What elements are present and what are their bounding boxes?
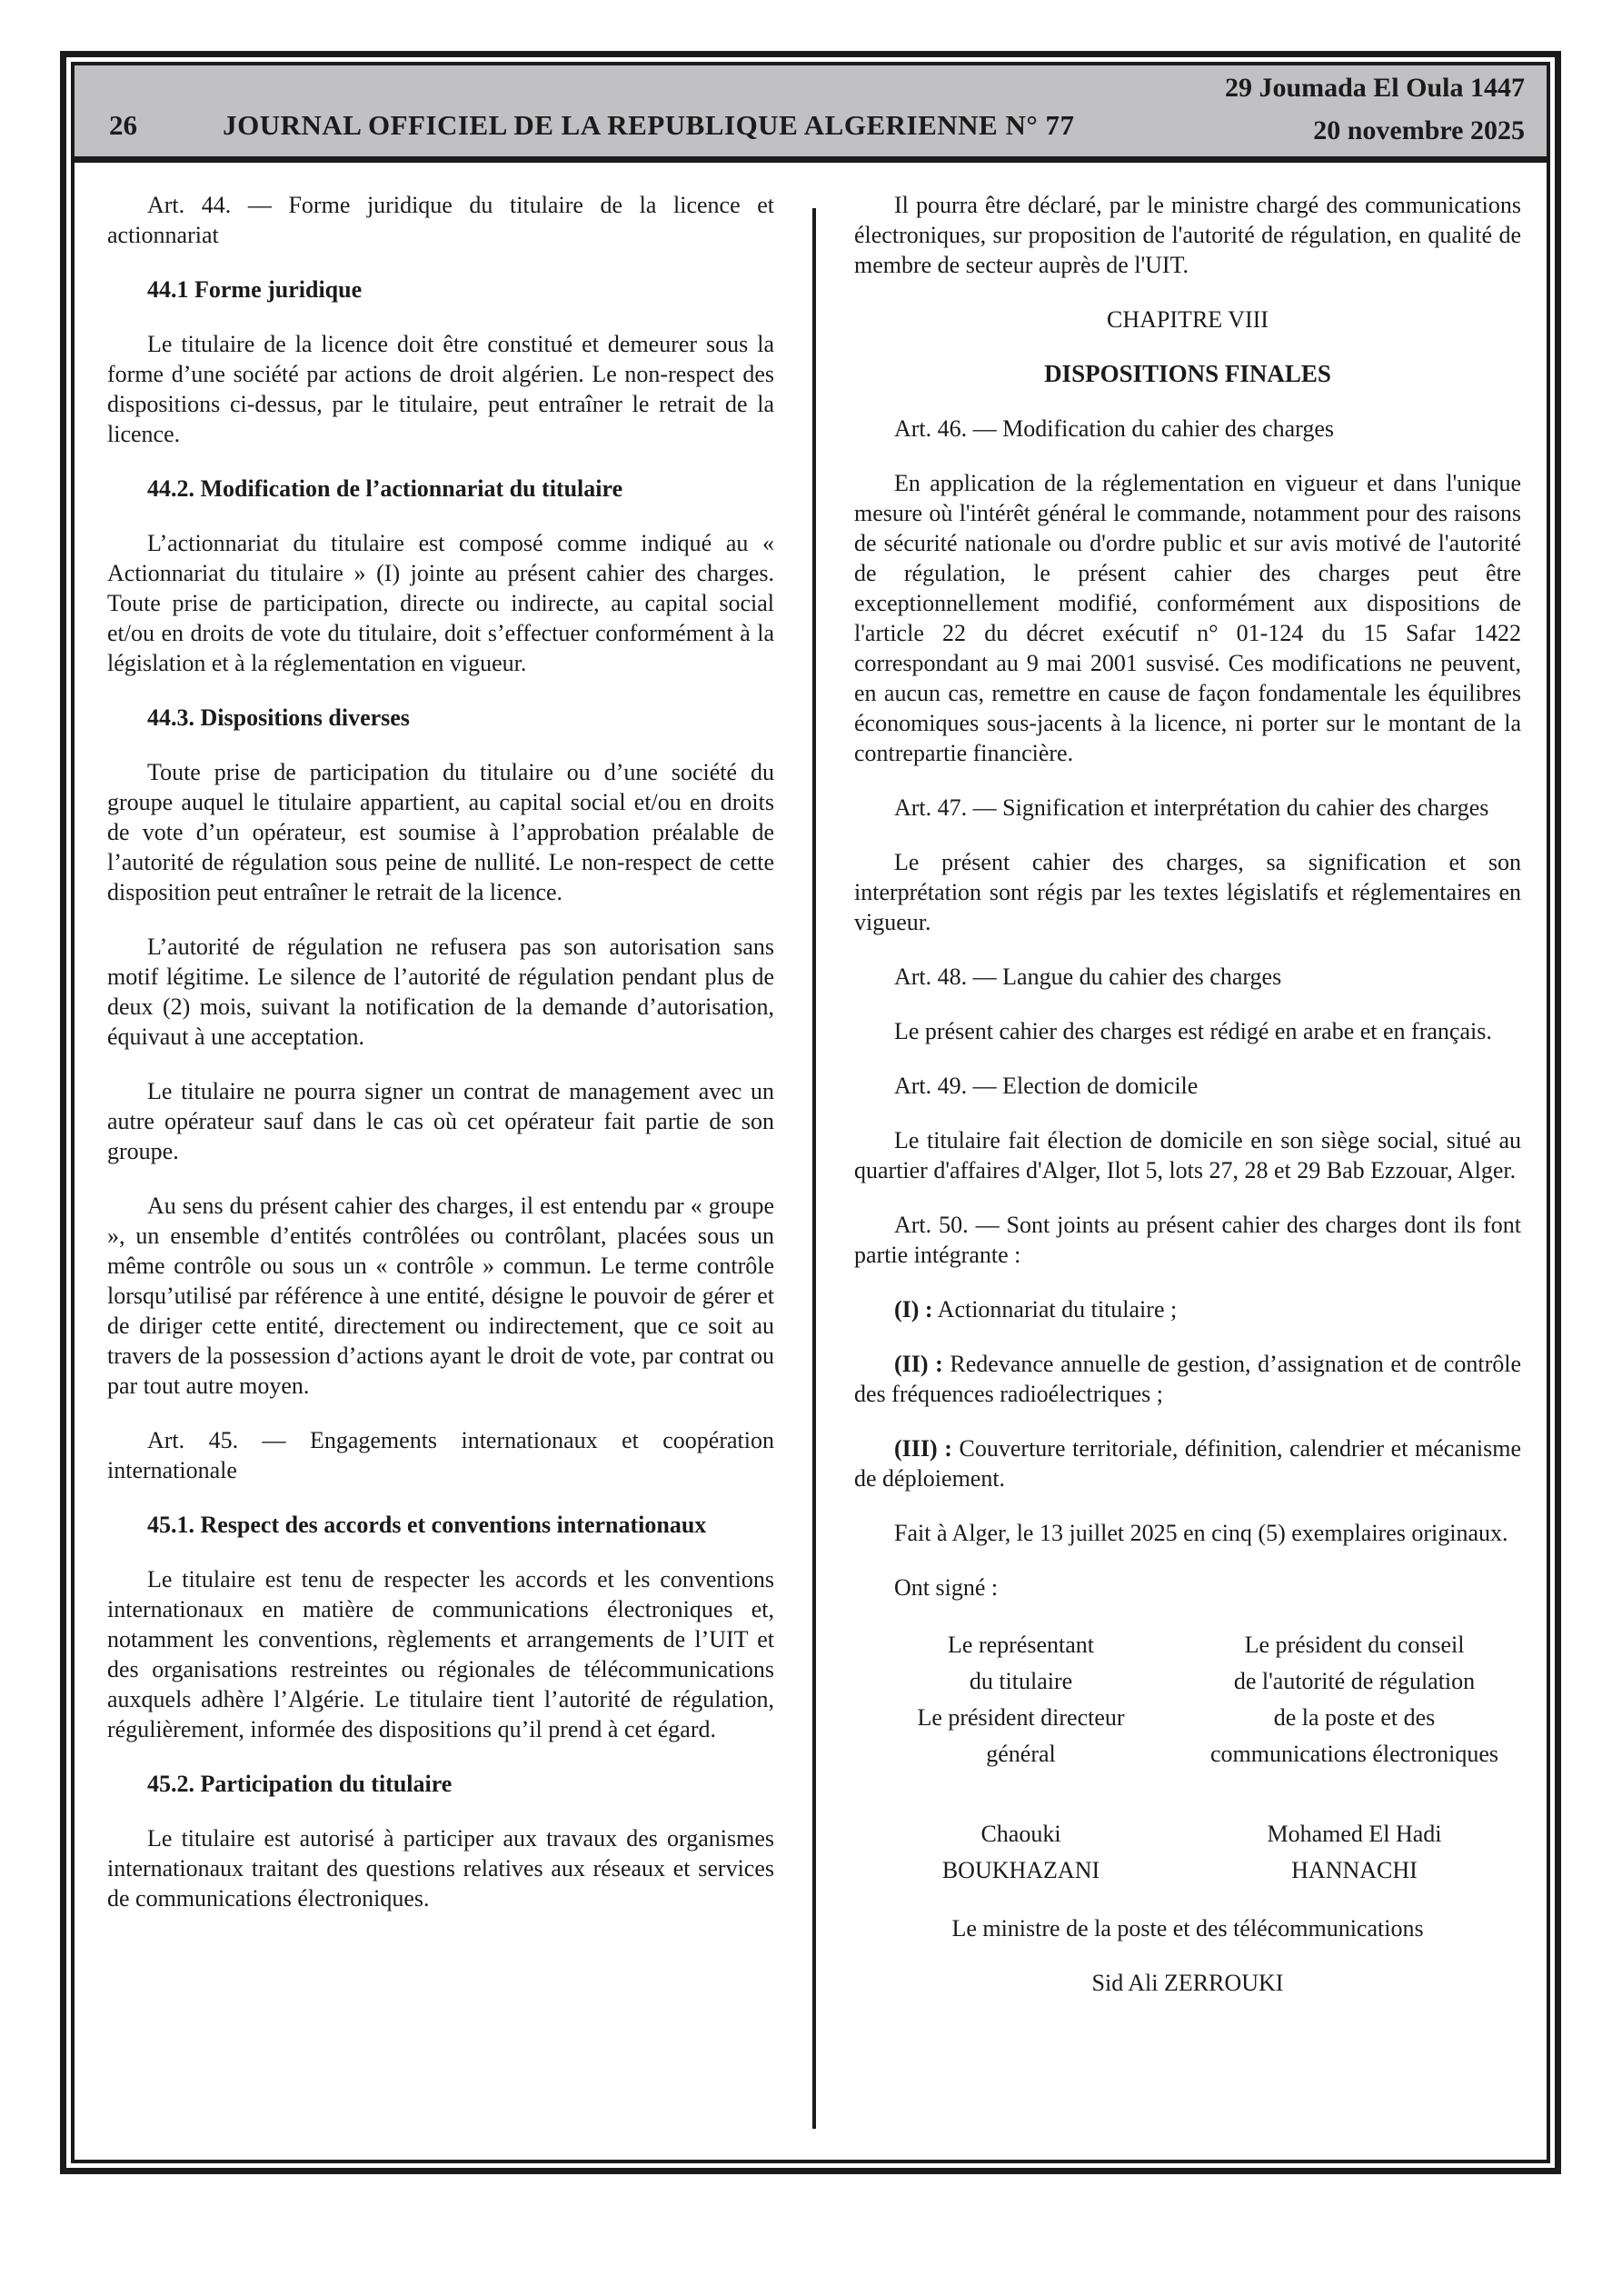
heading-44-1: 44.1 Forme juridique: [147, 276, 363, 303]
signature-left: [854, 1627, 1188, 1889]
signature-right-role-line: de l'autorité de régulation: [1233, 1668, 1476, 1694]
article-47-intro: Art. 47. — Signification et interprétation du cahier des charges: [894, 794, 1489, 821]
annex-item-2: [854, 1349, 1521, 1409]
date-hijri: 29 Joumada El Oula 1447: [1224, 73, 1525, 103]
para-ont-signe: Ont signé :: [894, 1574, 999, 1601]
heading-45-1: 45.1. Respect des accords et conventions internationaux: [147, 1512, 707, 1538]
signature-right: [1188, 1627, 1521, 1889]
article-46-intro: Art. 46. — Modification du cahier des charges: [894, 415, 1334, 442]
article-49-intro: Art. 49. — Election de domicile: [894, 1073, 1199, 1099]
chapter-heading: CHAPITRE VIII: [1107, 306, 1269, 333]
signature-left-role-line: Le représentant: [948, 1632, 1094, 1658]
heading-45-2: 45.2. Participation du titulaire: [147, 1771, 453, 1797]
article-45-intro: Art. 45. — Engagements internationaux et coopération internationale: [107, 1427, 774, 1483]
column-divider: [812, 208, 816, 2129]
para-langue: Le présent cahier des charges est rédigé en arabe et en français.: [894, 1018, 1492, 1044]
signature-left-role-line: général: [986, 1741, 1056, 1767]
annex-item-2-text: Redevance annuelle de gestion, d’assignation et de contrôle des fréquences radioélectriques ;: [854, 1351, 1522, 1407]
date-gregorian: 20 novembre 2025: [1313, 115, 1525, 145]
para-participation-titulaire: Le titulaire est autorisé à participer aux travaux des organismes internationaux traitant des questions relatives aux réseaux et services de communications électroniques.: [107, 1825, 774, 1912]
para-actionnariat-compose: L’actionnariat du titulaire est composé comme indiqué au « Actionnariat du titulaire » (I) jointe au présent cahier des charges. Toute prise de participation, directe ou indirecte, au capital social et/ou en droits de vote du titulaire, doit s’effectuer conformément à la législation et à la réglementation en vigueur.: [107, 530, 774, 676]
signature-right-name: Mohamed El Hadi HANNACHI: [1267, 1821, 1442, 1883]
heading-44-3: 44.3. Dispositions diverses: [147, 704, 410, 731]
annex-item-3-label: (III) :: [894, 1435, 952, 1462]
signature-right-role-line: Le président du conseil: [1244, 1632, 1465, 1658]
chapter-title: DISPOSITIONS FINALES: [1044, 360, 1331, 387]
heading-44-2: 44.2. Modification de l’actionnariat du titulaire: [147, 475, 623, 502]
para-accords-internationaux: Le titulaire est tenu de respecter les accords et les conventions internationaux en matière de communications électroniques et, notamment les conventions, règlements et arrangements de l’UIT et des organisations restreintes ou régionales de télécommunications auxquels adhère l’Algérie. Le titulaire tient l’autorité de régulation, régulièrement, informée des dispositions qu’il prend à cet égard.: [107, 1566, 774, 1742]
para-membre-uit: Il pourra être déclaré, par le ministre chargé des communications électroniques, sur proposition de l'autorité de régulation, en qualité de membre de secteur auprès de l'UIT.: [854, 192, 1521, 278]
annex-item-1: [854, 1294, 1521, 1324]
right-column: [854, 190, 1521, 2152]
para-forme-juridique: Le titulaire de la licence doit être constitué et demeurer sous la forme d’une société par actions de droit algérien. Le non-respect des dispositions ci-dessus, par le titulaire, peut entraîner le retrait de la licence.: [107, 331, 774, 447]
page-frame: [60, 51, 1561, 2174]
signature-left-role-line: Le président directeur: [917, 1704, 1125, 1731]
annex-item-3-text: Couverture territoriale, définition, calendrier et mécanisme de déploiement.: [854, 1435, 1521, 1492]
para-contrat-management: Le titulaire ne pourra signer un contrat de management avec un autre opérateur sauf dans le cas où cet opérateur fait partie de son groupe.: [107, 1078, 774, 1164]
para-prise-participation: Toute prise de participation du titulaire ou d’une société du groupe auquel le titulaire appartient, au capital social et/ou en droits de vote d’un opérateur, est soumise à l’approbation préalable de l’autorité de régulation sous peine de nullité. Le non-respect de cette disposition peut entraîner le retrait de la licence.: [107, 759, 774, 905]
header-dates: [1225, 66, 1525, 152]
para-autorisation: L’autorité de régulation ne refusera pas son autorisation sans motif légitime. Le silence de l’autorité de régulation pendant plus de deux (2) mois, suivant la notification de la demande d’autorisation, équivaut à une acceptation.: [107, 933, 774, 1050]
article-44-intro: Art. 44. — Forme juridique du titulaire de la licence et actionnariat: [107, 192, 774, 248]
signature-left-name: Chaouki BOUKHAZANI: [941, 1821, 1100, 1883]
signature-right-role-line: de la poste et des: [1273, 1704, 1436, 1731]
annex-item-1-label: (I) :: [894, 1296, 933, 1323]
page-inner-frame: [71, 62, 1550, 2163]
article-48-intro: Art. 48. — Langue du cahier des charges: [894, 963, 1282, 990]
annex-item-2-label: (II) :: [894, 1351, 943, 1377]
para-domicile: Le titulaire fait élection de domicile en son siège social, situé au quartier d'affaires d'Alger, Ilot 5, lots 27, 28 et 29 Bab Ezzouar, Alger.: [854, 1127, 1521, 1183]
signature-left-role-line: du titulaire: [969, 1668, 1073, 1694]
page-number: 26: [109, 109, 137, 141]
article-50-intro: Art. 50. — Sont joints au présent cahier des charges dont ils font partie intégrante :: [854, 1212, 1521, 1268]
left-column: [107, 190, 774, 2152]
minister-title: Le ministre de la poste et des télécommunications: [951, 1915, 1424, 1942]
para-modification-cahier: En application de la réglementation en vigueur et dans l'unique mesure où l'intérêt général le commande, notamment pour des raisons de sécurité nationale ou d'ordre public et sur avis motivé de l'autorité de régulation, le présent cahier des charges peut être exceptionnellement modifié, conformément aux dispositions de l'article 22 du décret exécutif n° 01-124 du 15 Safar 1422 correspondant au 9 mai 2001 susvisé. Ces modifications ne peuvent, en aucun cas, remettre en cause de façon fondamentale les équilibres économiques sous-jacents à la licence, ni porter sur le montant de la contrepartie financière.: [854, 470, 1521, 766]
para-signification: Le présent cahier des charges, sa signification et son interprétation sont régis par les textes législatifs et réglementaires en vigueur.: [854, 849, 1521, 935]
para-fait-a-alger: Fait à Alger, le 13 juillet 2025 en cinq (5) exemplaires originaux.: [894, 1520, 1508, 1546]
annex-item-3: [854, 1433, 1521, 1493]
annex-item-1-text: Actionnariat du titulaire ;: [937, 1296, 1178, 1323]
signature-block: [854, 1627, 1521, 1889]
para-definition-groupe: Au sens du présent cahier des charges, il est entendu par « groupe », un ensemble d’entités contrôlées ou contrôlant, placées sous un même contrôle ou sous un « contrôle » commun. Le terme contrôle lorsqu’utilisé par référence à une entité, désigne le pouvoir de gérer et de diriger cette entité, directement ou indirectement, que ce soit au travers de la possession d’actions ayant le droit de vote, par contrat ou par tout autre moyen.: [107, 1193, 774, 1399]
minister-name: Sid Ali ZERROUKI: [1091, 1970, 1284, 1996]
content-area: [75, 163, 1547, 2160]
journal-title: JOURNAL OFFICIEL DE LA REPUBLIQUE ALGERIENNE N° 77: [223, 109, 1075, 141]
header-band: [75, 65, 1547, 163]
signature-right-role-line: communications électroniques: [1210, 1741, 1498, 1767]
